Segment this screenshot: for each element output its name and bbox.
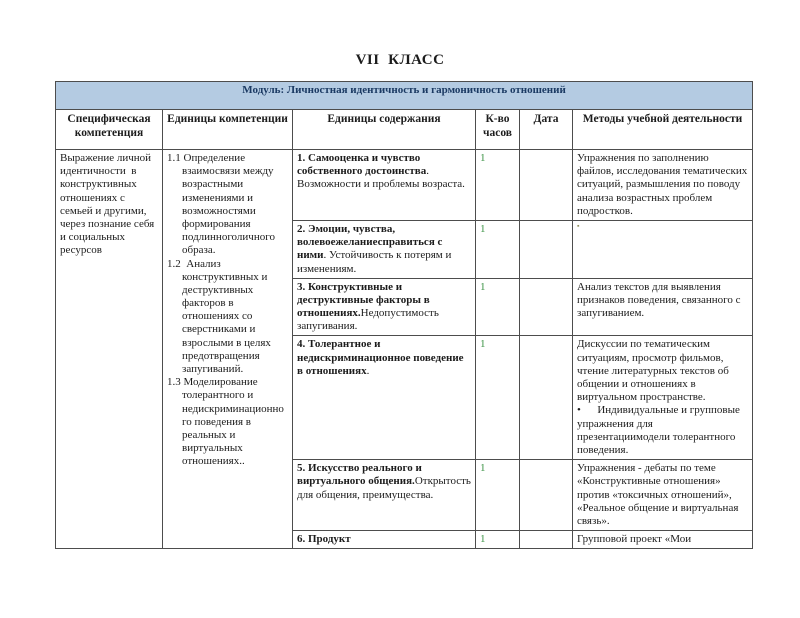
unit-item — [167, 152, 288, 258]
competency-units-cell — [163, 150, 293, 549]
unit-text: Определение взаимосвязи между возрастными изменениями и возможностями формирования подлинноголичного образа. — [182, 152, 278, 257]
content-cell — [293, 220, 476, 278]
date-cell — [520, 531, 573, 549]
hours-cell: 1 — [476, 460, 520, 531]
methods-text: Анализ текстов для выявления признаков поведения, связанного с запугиванием. — [577, 280, 744, 320]
methods-bullet-text: • Индивидуальные и групповые упражнения для презентациимодели толерантного поведения. — [577, 404, 743, 456]
content-detail: Открытость для общения, преимущества. — [297, 475, 474, 501]
date-cell — [520, 220, 573, 278]
hours-cell: 1 — [476, 150, 520, 221]
methods-cell — [573, 150, 753, 221]
hours-cell: 1 — [476, 531, 520, 549]
content-title: 3. Конструктивные и деструктивные факторы в отношениях. — [297, 280, 433, 320]
content-title: 5. Искусство реального и виртуального общения. — [297, 462, 425, 488]
date-cell — [520, 460, 573, 531]
document-page — [0, 52, 800, 549]
unit-text: Моделирование толерантного и недискриминационного поведения в реальных и виртуальных отношениях.. — [182, 376, 284, 468]
bullet-marker-icon: ▪ — [577, 221, 580, 230]
unit-number: 1.3 — [167, 376, 181, 389]
content-cell — [293, 336, 476, 460]
content-cell — [293, 150, 476, 221]
methods-cell — [573, 278, 753, 336]
unit-item — [167, 258, 288, 377]
col-header-competency-units: Единицы компетенции — [163, 110, 293, 150]
content-detail: . Возможности и проблемы возраста. — [297, 165, 465, 191]
col-header-date: Дата — [520, 110, 573, 150]
content-title: 4. Толерантное и недискриминационное поведение в отношениях — [297, 338, 467, 377]
methods-text: Дискуссии по тематическим ситуациям, просмотр фильмов, чтение литературных текстов об общении и отношениях в виртуальном пространстве. — [577, 338, 732, 404]
module-title: Модуль: Личностная идентичность и гармоничность отношений — [56, 82, 753, 110]
methods-text: Групповой проект «Мои — [577, 533, 692, 546]
unit-text: Анализ конструктивных и деструктивных факторов в отношениях со сверстниками и взрослыми в целях предотвращения запугиваний. — [182, 257, 274, 375]
methods-cell — [573, 336, 753, 460]
col-header-specific-competency: Специфическая компетенция — [56, 110, 163, 150]
content-title: 2. Эмоции, чувства, волевоежеланиесправиться с ними — [297, 222, 446, 262]
content-detail: Недопустимость запугивания. — [297, 307, 442, 333]
page-title: VII КЛАСС — [355, 52, 445, 68]
methods-text: Упражнения - дебаты по теме «Конструктивные отношения» против «токсичных отношений», «Реальное общение и виртуальная связь». — [577, 462, 742, 527]
content-cell — [293, 531, 476, 549]
unit-number: 1.1 — [167, 152, 181, 164]
competency-cell: Выражение личной идентичности в конструктивных отношениях с семьей и другими, через познание себя и социальных ресурсов — [56, 150, 163, 549]
hours-cell: 1 — [476, 220, 520, 278]
date-cell — [520, 336, 573, 460]
content-detail: . — [366, 364, 370, 377]
table-row — [56, 150, 753, 221]
methods-text: Упражнения по заполнению файлов, исследования тематических ситуаций, размышления по поводу анализа возрастных проблем подростков. — [577, 152, 750, 217]
methods-cell — [573, 460, 753, 531]
methods-cell — [573, 220, 753, 278]
module-header-row — [56, 82, 753, 110]
curriculum-table — [55, 81, 753, 549]
methods-cell — [573, 531, 753, 549]
hours-cell: 1 — [476, 278, 520, 336]
col-header-methods: Методы учебной деятельности — [573, 110, 753, 150]
hours-cell: 1 — [476, 336, 520, 460]
content-detail: . Устойчивость к потерям и изменениям. — [297, 249, 455, 275]
date-cell — [520, 150, 573, 221]
content-title: 1. Самооценка и чувство собственного достоинства — [297, 152, 427, 178]
col-header-content-units: Единицы содержания — [293, 110, 476, 150]
unit-item — [167, 376, 288, 468]
content-cell — [293, 460, 476, 531]
date-cell — [520, 278, 573, 336]
col-header-hours: К-во часов — [476, 110, 520, 150]
unit-number: 1.2 — [167, 257, 181, 270]
content-title: 6. Продукт — [297, 533, 351, 546]
content-cell — [293, 278, 476, 336]
column-header-row — [56, 110, 753, 150]
